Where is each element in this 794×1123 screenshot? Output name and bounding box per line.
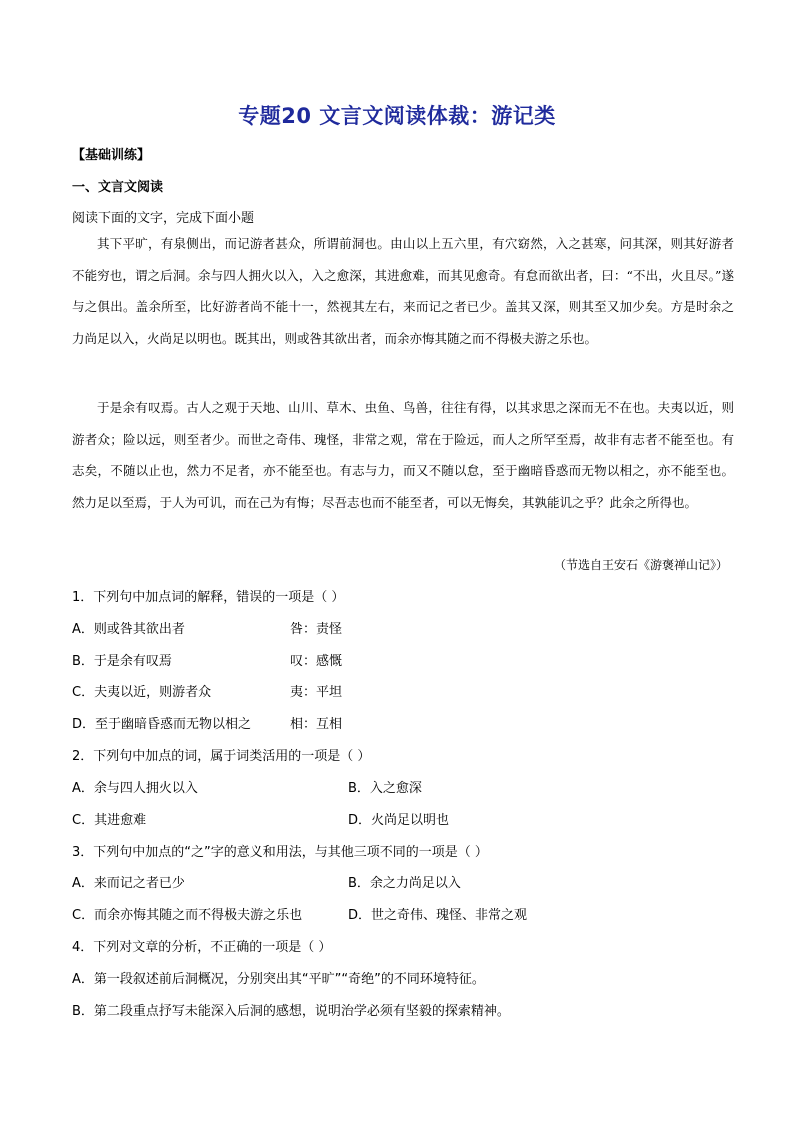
page-title: 专题20 文言文阅读体裁：游记类 [238,104,556,128]
question-4-stem: 4．下列对文章的分析，不正确的一项是（ ） [72,940,332,955]
question-2-option-d[interactable]: D．火尚足以明也 [348,813,450,828]
question-2-option-c[interactable]: C．其进愈难 [72,813,147,828]
question-3-stem: 3．下列句中加点的“之”字的意义和用法，与其他三项不同的一项是（ ） [72,845,488,860]
question-2-stem: 2．下列句中加点的词，属于词类活用的一项是（ ） [72,749,371,764]
question-3-option-c[interactable]: C．而余亦悔其随之而不得极夫游之乐也 [72,908,303,923]
document-page: 专题20 文言文阅读体裁：游记类 【基础训练】 一、文言文阅读 阅读下面的文字，完成下面小题 其下平旷，有泉侧出，而记游者甚众，所谓前洞也。由山以上五六里，有穴窈然，入之甚寒，问其深，则其好游者不能穷也，谓之后洞。余与四人拥火以入，入之愈深，其进愈难，而其见愈奇。有怠而欲出者，曰：“不出，火且尽。”遂与之俱出。盖余所至，比好游者尚不能十一，然视其左右，来而记之者已少。盖其又深，则其至又加少矣。方是时余之力尚足以入，火尚足以明也。既其出，则或咎其欲出者，而余亦悔其随之而不得极夫游之乐也。 于是余有叹焉。古人之观于天地、山川、草木、虫鱼、鸟兽，往往有得，以其求思之深而无不在也。夫夷以近，则游者众；险以远，则至者少。而世之奇伟、瑰怪，非常之观，常在于险远，而人之所罕至焉，故非有志者不能至也。有志矣，不随以止也，然力不足者，亦不能至也。有志与力，而又不随以怠，至于幽暗昏惑而无物以相之，亦不能至也。然力足以至焉，于人为可讥，而在己为有悔；尽吾志也而不能至者，可以无悔矣，其孰能讥之乎？此余之所得也。 （节选自王安石《游褒禅山记》） 1．下列句中加点词的解释，错误的一项是（ ） A．则或咎其欲出者 咎：责怪 B．于是余有叹焉 叹：感慨 C．夫夷以近，则游者众 夷：平坦 D．至于幽暗昏惑而无物以相之 相：互相 2．下列句中加点的词，属于词类活用的一项是（ ） A．余与四人拥火以入 B．入之愈深 C．其进愈难 D．火尚足以明也 3．下列句中加点的“之”字的意义和用法，与其他三项不同的一项是（ ） A．来而记之者已少 B．余之力尚足以入 C．而余亦悔其随之而不得极夫游之乐也 D．世之奇伟、瑰怪、非常之观 4．下列对文章的分析，不正确的一项是（ ） A．第一段叙述前后洞概况，分别突出其“平旷”“奇绝”的不同环境特征。 B．第二段重点抒写未能深入后洞的感想，说明治学必须有坚毅的探索精神。 [0,0,794,1123]
question-2-option-a[interactable]: A．余与四人拥火以入 [72,781,198,796]
question-3-option-a[interactable]: A．来而记之者已少 [72,876,185,891]
question-4-option-a[interactable]: A．第一段叙述前后洞概况，分别突出其“平旷”“奇绝”的不同环境特征。 [72,972,485,987]
passage-source: （节选自王安石《游褒禅山记》） [553,558,728,572]
passage-paragraph-2: 于是余有叹焉。古人之观于天地、山川、草木、虫鱼、鸟兽，往往有得，以其求思之深而无不在也。夫夷以近，则游者众；险以远，则至者少。而世之奇伟、瑰怪，非常之观，常在于险远，而人之所罕至焉，故非有志者不能至也。有志矣，不随以止也，然力不足者，亦不能至也。有志与力，而又不随以怠，至于幽暗昏惑而无物以相之，亦不能至也。然力足以至焉，于人为可讥，而在己为有悔；尽吾志也而不能至者，可以无悔矣，其孰能讥之乎？此余之所得也。 [72,400,734,510]
question-2-option-b[interactable]: B．入之愈深 [348,781,422,796]
section-tag: 【基础训练】 [72,148,151,163]
question-3-option-b[interactable]: B．余之力尚足以入 [348,876,461,891]
question-4-option-b[interactable]: B．第二段重点抒写未能深入后洞的感想，说明治学必须有坚毅的探索精神。 [72,1004,510,1019]
question-1-stem: 1．下列句中加点词的解释，错误的一项是（ ） [72,590,345,605]
question-3-option-d[interactable]: D．世之奇伟、瑰怪、非常之观 [348,908,528,923]
instruction: 阅读下面的文字，完成下面小题 [72,211,255,226]
section-heading: 一、文言文阅读 [72,180,164,195]
passage-paragraph-1: 其下平旷，有泉侧出，而记游者甚众，所谓前洞也。由山以上五六里，有穴窈然，入之甚寒，问其深，则其好游者不能穷也，谓之后洞。余与四人拥火以入，入之愈深，其进愈难，而其见愈奇。有怠而欲出者，曰：“不出，火且尽。”遂与之俱出。盖余所至，比好游者尚不能十一，然视其左右，来而记之者已少。盖其又深，则其至又加少矣。方是时余之力尚足以入，火尚足以明也。既其出，则或咎其欲出者，而余亦悔其随之而不得极夫游之乐也。 [72,236,734,346]
